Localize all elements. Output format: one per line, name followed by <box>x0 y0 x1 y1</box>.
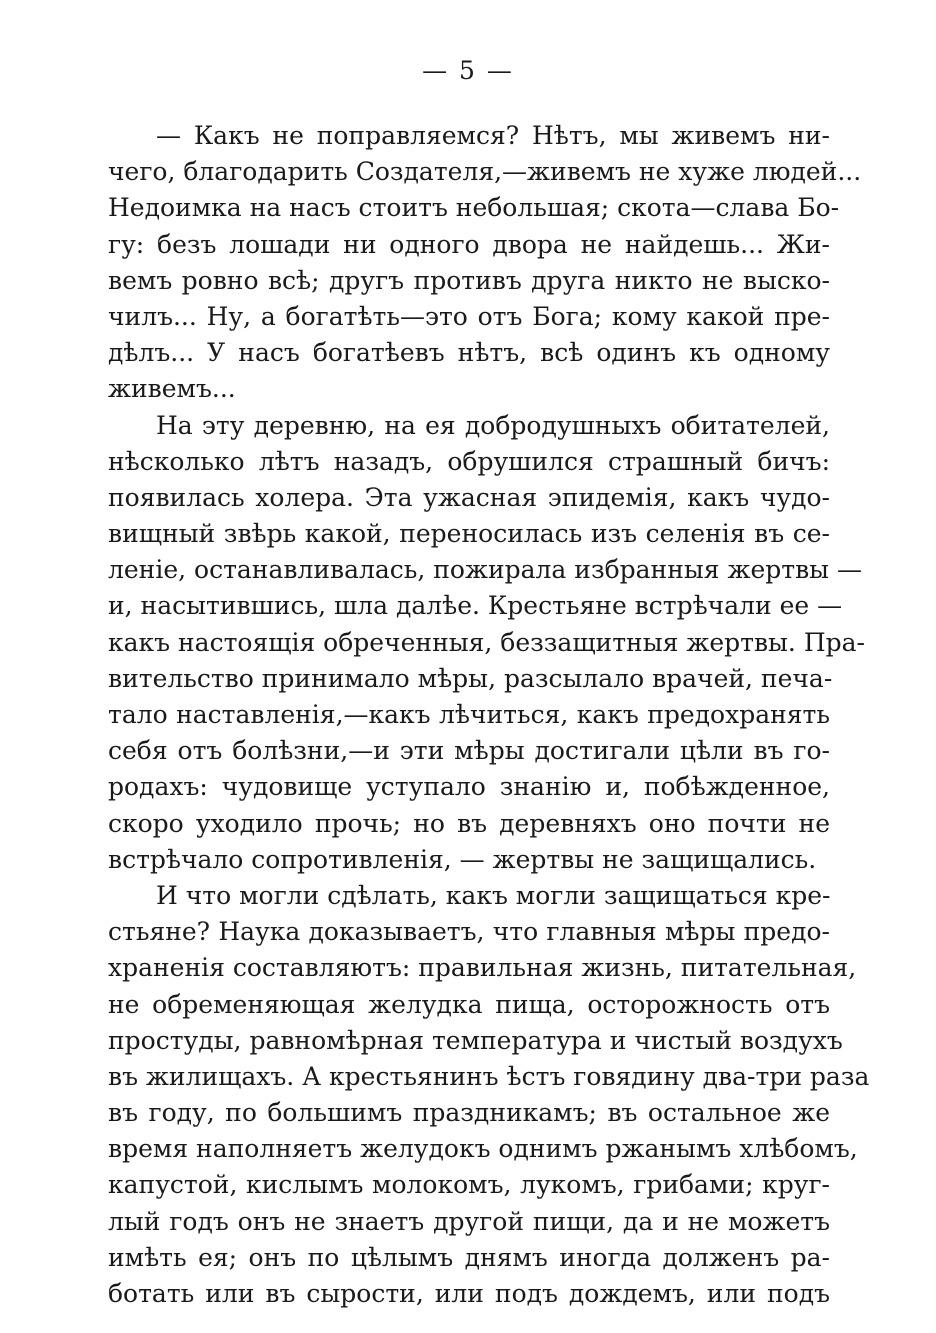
text-line: нѣсколько лѣтъ назадъ, обрушился страшный бичъ: <box>108 446 830 476</box>
text-line: ботать или въ сырости, или подъ дождемъ, или подъ <box>108 1279 830 1308</box>
text-line: живемъ... <box>108 374 236 404</box>
text-line: На эту деревню, на ея добродушныхъ обитателей, <box>156 410 830 440</box>
text-line: простуды, равномѣрная температура и чистый воздухъ <box>108 1025 843 1055</box>
text-line: капустой, кислымъ молокомъ, лукомъ, грибами; круг- <box>108 1170 830 1200</box>
text-line: вительство принимало мѣры, разсылало врачей, печа- <box>108 663 833 693</box>
text-line: чего, благодарить Создателя,—живемъ не хуже людей... <box>108 157 862 187</box>
text-line: имѣть ея; онъ по цѣлымъ днямъ иногда долженъ ра- <box>108 1242 830 1272</box>
text-line: — Какъ не поправляемся? Нѣтъ, мы живемъ ни- <box>156 121 830 150</box>
text-line: вемъ ровно всѣ; другъ противъ друга никто не выско- <box>108 265 830 295</box>
text-line: дѣлъ... У насъ богатѣевъ нѣтъ, всѣ одинъ къ одному <box>108 338 830 368</box>
text-line: чилъ... Ну, а богатѣть—это отъ Бога; кому какой пре- <box>108 301 830 331</box>
text-line: въ жилищахъ. А крестьянинъ ѣстъ говядину два-три раза <box>108 1061 870 1091</box>
text-line: скоро уходило прочь; но въ деревняхъ оно почти не <box>108 808 830 838</box>
text-line: стьяне? Наука доказываетъ, что главныя мѣры предо- <box>108 917 830 947</box>
text-line: И что могли сдѣлать, какъ могли защищаться кре- <box>156 880 831 910</box>
text-line: леніе, останавливалась, пожирала избранныя жертвы — <box>108 555 863 585</box>
text-line: не обременяющая желудка пища, осторожность отъ <box>108 989 830 1019</box>
text-line: тало наставленія,—какъ лѣчиться, какъ предохранять <box>108 700 830 729</box>
text-line: себя отъ болѣзни,—и эти мѣры достигали цѣли въ го- <box>108 736 830 766</box>
text-line: Недоимка на насъ стоитъ небольшая; скота—слава Бо- <box>108 193 840 223</box>
text-line: храненія составляютъ: правильная жизнь, питательная, <box>108 953 857 983</box>
text-line: и, насытившись, шла далѣе. Крестьяне встрѣчали ее — <box>108 591 843 621</box>
text-line: вищный звѣрь какой, переносилась изъ селенія въ се- <box>108 519 830 549</box>
text-line: гу: безъ лошади ни одного двора не найдешь... Жи- <box>108 229 830 259</box>
text-line: въ году, по большимъ праздникамъ; въ остальное же <box>108 1098 830 1128</box>
text-line: родахъ: чудовище уступало знанію и, побѣжденное, <box>108 772 830 802</box>
body-text <box>108 118 870 1312</box>
text-line: встрѣчало сопротивленія, — жертвы не защищались. <box>108 844 817 874</box>
text-line: лый годъ онъ не знаетъ другой пищи, да и не можетъ <box>108 1206 830 1236</box>
text-line: время наполняетъ желудокъ однимъ ржанымъ хлѣбомъ, <box>108 1134 858 1164</box>
text-line: какъ настоящія обреченныя, беззащитныя жертвы. Пра- <box>108 627 865 657</box>
text-line: появилась холера. Эта ужасная эпидемія, какъ чудо- <box>108 482 830 512</box>
page-number: — 5 — <box>422 56 514 85</box>
